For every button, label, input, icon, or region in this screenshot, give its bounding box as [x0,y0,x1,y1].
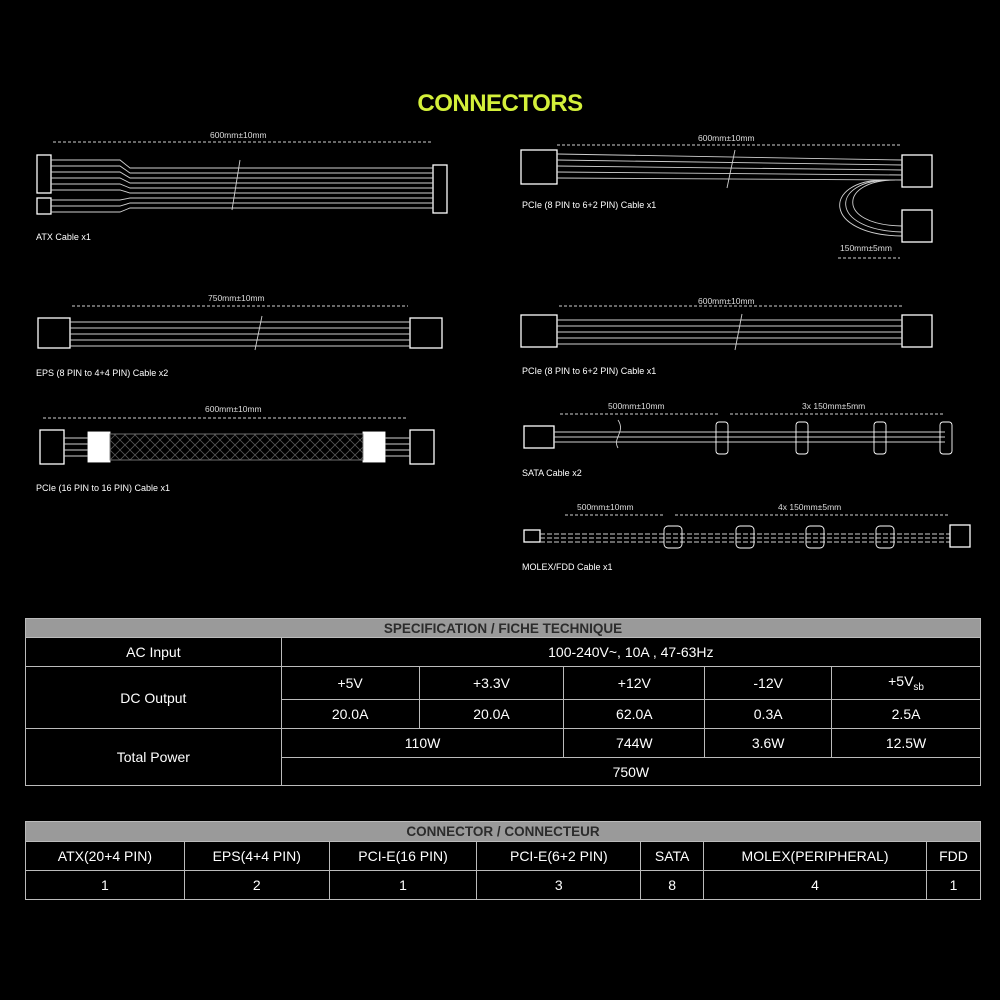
power-5v-3v3: 110W [281,729,564,758]
ac-input-label: AC Input [26,638,282,667]
power-12v: 744W [564,729,705,758]
molex-branch-dimension: 4x 150mm±5mm [778,502,842,512]
total-power-label: Total Power [26,729,282,786]
connector-name: FDD [926,842,980,871]
pcie1-dimension: 600mm±10mm [698,133,755,143]
rail-5vsb: $+5V_{sb}$ [832,667,981,700]
connector-header: CONNECTOR / CONNECTEUR [26,822,981,842]
current-12v: 62.0A [564,700,705,729]
connector-name: EPS(4+4 PIN) [184,842,329,871]
dc-output-label: DC Output [26,667,282,729]
connector-count: 3 [477,871,641,900]
spec-header: SPECIFICATION / FICHE TECHNIQUE [26,619,981,638]
pcie16-cable-drawing [40,418,434,464]
spec-table [25,618,981,786]
atx-dimension: 600mm±10mm [210,130,267,140]
connector-count: 1 [926,871,980,900]
rail-neg12v: -12V [705,667,832,700]
current-5vsb: 2.5A [832,700,981,729]
connector-count: 4 [704,871,927,900]
connector-name: MOLEX(PERIPHERAL) [704,842,927,871]
connector-count: 2 [184,871,329,900]
eps-cable-drawing [38,306,442,350]
sata-branch-dimension: 3x 150mm±5mm [802,401,866,411]
power-5vsb: 12.5W [832,729,981,758]
molex-cable-drawing [524,515,970,548]
current-5v: 20.0A [281,700,419,729]
pcie1-branch-dimension: 150mm±5mm [840,243,892,253]
current-3v3: 20.0A [419,700,564,729]
pcie2-cable-label: PCIe (8 PIN to 6+2 PIN) Cable x1 [522,366,657,376]
connector-count: 1 [26,871,185,900]
total-power-value: 750W [281,758,980,786]
rail-3v3: +3.3V [419,667,564,700]
pcie-cable-2-drawing [521,306,932,350]
eps-cable-label: EPS (8 PIN to 4+4 PIN) Cable x2 [36,368,169,378]
sata-cable-drawing [524,414,952,454]
connector-name: PCI-E(16 PIN) [329,842,477,871]
sata-dimension: 500mm±10mm [608,401,665,411]
pcie16-dimension: 600mm±10mm [205,404,262,414]
connector-count: 1 [329,871,477,900]
connector-name: SATA [641,842,704,871]
eps-dimension: 750mm±10mm [208,293,265,303]
pcie16-cable-label: PCIe (16 PIN to 16 PIN) Cable x1 [36,483,171,493]
connector-table [25,821,981,900]
molex-dimension: 500mm±10mm [577,502,634,512]
connector-name: PCI-E(6+2 PIN) [477,842,641,871]
sata-cable-label: SATA Cable x2 [522,468,582,478]
pcie2-dimension: 600mm±10mm [698,296,755,306]
power-neg12v: 3.6W [705,729,832,758]
connector-name: ATX(20+4 PIN) [26,842,185,871]
pcie1-cable-label: PCIe (8 PIN to 6+2 PIN) Cable x1 [522,200,657,210]
molex-cable-label: MOLEX/FDD Cable x1 [522,562,613,572]
rail-5v: +5V [281,667,419,700]
ac-input-value: 100-240V~, 10A , 47-63Hz [281,638,980,667]
atx-cable-drawing [37,142,447,214]
atx-cable-label: ATX Cable x1 [36,232,91,242]
page-title: CONNECTORS [417,90,583,117]
current-neg12v: 0.3A [705,700,832,729]
connector-count: 8 [641,871,704,900]
rail-12v: +12V [564,667,705,700]
